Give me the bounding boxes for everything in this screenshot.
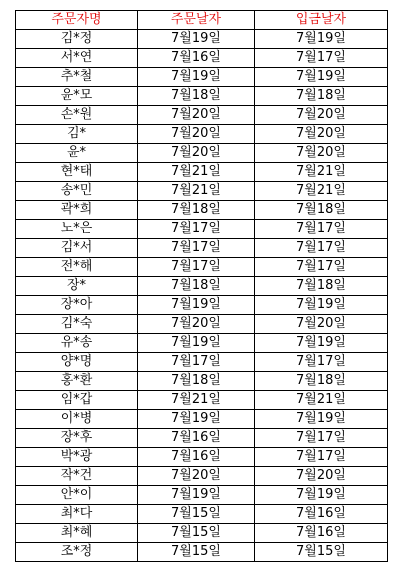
cell-deposit-date: 7월18일 (255, 87, 388, 106)
table-header (16, 11, 388, 30)
cell-deposit-date: 7월19일 (255, 30, 388, 49)
cell-order-date: 7월20일 (138, 467, 255, 486)
cell-order-date: 7월18일 (138, 372, 255, 391)
cell-deposit-date: 7월17일 (255, 239, 388, 258)
cell-deposit-date: 7월21일 (255, 391, 388, 410)
table-row (16, 448, 388, 467)
cell-order-date: 7월17일 (138, 353, 255, 372)
table-row (16, 144, 388, 163)
table-row (16, 258, 388, 277)
table-row (16, 106, 388, 125)
cell-order-date: 7월20일 (138, 125, 255, 144)
table-row (16, 334, 388, 353)
table-row (16, 353, 388, 372)
cell-order-date: 7월15일 (138, 543, 255, 562)
cell-order-date: 7월21일 (138, 391, 255, 410)
cell-deposit-date: 7월16일 (255, 524, 388, 543)
cell-orderer-name: 김*정 (16, 30, 138, 49)
cell-deposit-date: 7월21일 (255, 163, 388, 182)
cell-orderer-name: 송*민 (16, 182, 138, 201)
cell-orderer-name: 장* (16, 277, 138, 296)
cell-order-date: 7월19일 (138, 296, 255, 315)
cell-orderer-name: 윤*모 (16, 87, 138, 106)
cell-order-date: 7월17일 (138, 220, 255, 239)
cell-order-date: 7월21일 (138, 182, 255, 201)
cell-orderer-name: 김*숙 (16, 315, 138, 334)
table-row (16, 429, 388, 448)
cell-order-date: 7월20일 (138, 144, 255, 163)
cell-deposit-date: 7월17일 (255, 353, 388, 372)
cell-deposit-date: 7월17일 (255, 49, 388, 68)
cell-deposit-date: 7월19일 (255, 68, 388, 87)
table-row (16, 163, 388, 182)
cell-orderer-name: 최*다 (16, 505, 138, 524)
cell-order-date: 7월17일 (138, 239, 255, 258)
header-deposit-date: 입금날자 (255, 11, 388, 30)
cell-orderer-name: 추*철 (16, 68, 138, 87)
cell-order-date: 7월19일 (138, 68, 255, 87)
table-row (16, 524, 388, 543)
table-row (16, 467, 388, 486)
table-row (16, 486, 388, 505)
cell-orderer-name: 조*정 (16, 543, 138, 562)
table-row (16, 315, 388, 334)
cell-deposit-date: 7월20일 (255, 315, 388, 334)
cell-deposit-date: 7월20일 (255, 467, 388, 486)
cell-order-date: 7월17일 (138, 258, 255, 277)
header-order-date: 주문날자 (138, 11, 255, 30)
cell-orderer-name: 임*갑 (16, 391, 138, 410)
table-row (16, 125, 388, 144)
table-row (16, 220, 388, 239)
cell-orderer-name: 홍*환 (16, 372, 138, 391)
cell-orderer-name: 곽*희 (16, 201, 138, 220)
order-deposit-table (15, 10, 388, 562)
cell-deposit-date: 7월20일 (255, 106, 388, 125)
cell-order-date: 7월16일 (138, 49, 255, 68)
table-row (16, 410, 388, 429)
cell-order-date: 7월19일 (138, 410, 255, 429)
cell-deposit-date: 7월19일 (255, 486, 388, 505)
cell-deposit-date: 7월18일 (255, 372, 388, 391)
table-row (16, 68, 388, 87)
cell-orderer-name: 전*해 (16, 258, 138, 277)
cell-deposit-date: 7월18일 (255, 201, 388, 220)
cell-deposit-date: 7월17일 (255, 220, 388, 239)
cell-orderer-name: 안*이 (16, 486, 138, 505)
cell-order-date: 7월18일 (138, 201, 255, 220)
cell-deposit-date: 7월20일 (255, 144, 388, 163)
header-row (16, 11, 388, 30)
cell-deposit-date: 7월21일 (255, 182, 388, 201)
cell-order-date: 7월19일 (138, 30, 255, 49)
cell-orderer-name: 양*명 (16, 353, 138, 372)
cell-order-date: 7월19일 (138, 486, 255, 505)
table-row (16, 372, 388, 391)
cell-deposit-date: 7월17일 (255, 429, 388, 448)
cell-deposit-date: 7월18일 (255, 277, 388, 296)
table-row (16, 296, 388, 315)
cell-order-date: 7월20일 (138, 315, 255, 334)
cell-deposit-date: 7월16일 (255, 505, 388, 524)
cell-orderer-name: 이*병 (16, 410, 138, 429)
cell-deposit-date: 7월15일 (255, 543, 388, 562)
cell-orderer-name: 김*서 (16, 239, 138, 258)
table-row (16, 543, 388, 562)
cell-deposit-date: 7월17일 (255, 448, 388, 467)
cell-order-date: 7월21일 (138, 163, 255, 182)
cell-orderer-name: 서*연 (16, 49, 138, 68)
cell-deposit-date: 7월17일 (255, 258, 388, 277)
cell-orderer-name: 최*혜 (16, 524, 138, 543)
table-row (16, 505, 388, 524)
table-row (16, 87, 388, 106)
cell-order-date: 7월15일 (138, 505, 255, 524)
cell-orderer-name: 윤* (16, 144, 138, 163)
cell-order-date: 7월16일 (138, 429, 255, 448)
cell-deposit-date: 7월19일 (255, 334, 388, 353)
cell-orderer-name: 장*아 (16, 296, 138, 315)
cell-deposit-date: 7월19일 (255, 296, 388, 315)
table-row (16, 49, 388, 68)
cell-orderer-name: 장*후 (16, 429, 138, 448)
cell-order-date: 7월18일 (138, 87, 255, 106)
table-row (16, 30, 388, 49)
cell-deposit-date: 7월19일 (255, 410, 388, 429)
table-body (16, 30, 388, 562)
cell-order-date: 7월20일 (138, 106, 255, 125)
cell-orderer-name: 현*태 (16, 163, 138, 182)
cell-orderer-name: 유*송 (16, 334, 138, 353)
table-row (16, 201, 388, 220)
cell-order-date: 7월16일 (138, 448, 255, 467)
cell-order-date: 7월19일 (138, 334, 255, 353)
cell-orderer-name: 노*은 (16, 220, 138, 239)
cell-orderer-name: 박*광 (16, 448, 138, 467)
table-row (16, 239, 388, 258)
table-row (16, 391, 388, 410)
cell-order-date: 7월15일 (138, 524, 255, 543)
cell-deposit-date: 7월20일 (255, 125, 388, 144)
cell-orderer-name: 손*원 (16, 106, 138, 125)
cell-order-date: 7월18일 (138, 277, 255, 296)
header-orderer-name: 주문자명 (16, 11, 138, 30)
cell-orderer-name: 김* (16, 125, 138, 144)
table-row (16, 182, 388, 201)
table-row (16, 277, 388, 296)
cell-orderer-name: 작*건 (16, 467, 138, 486)
